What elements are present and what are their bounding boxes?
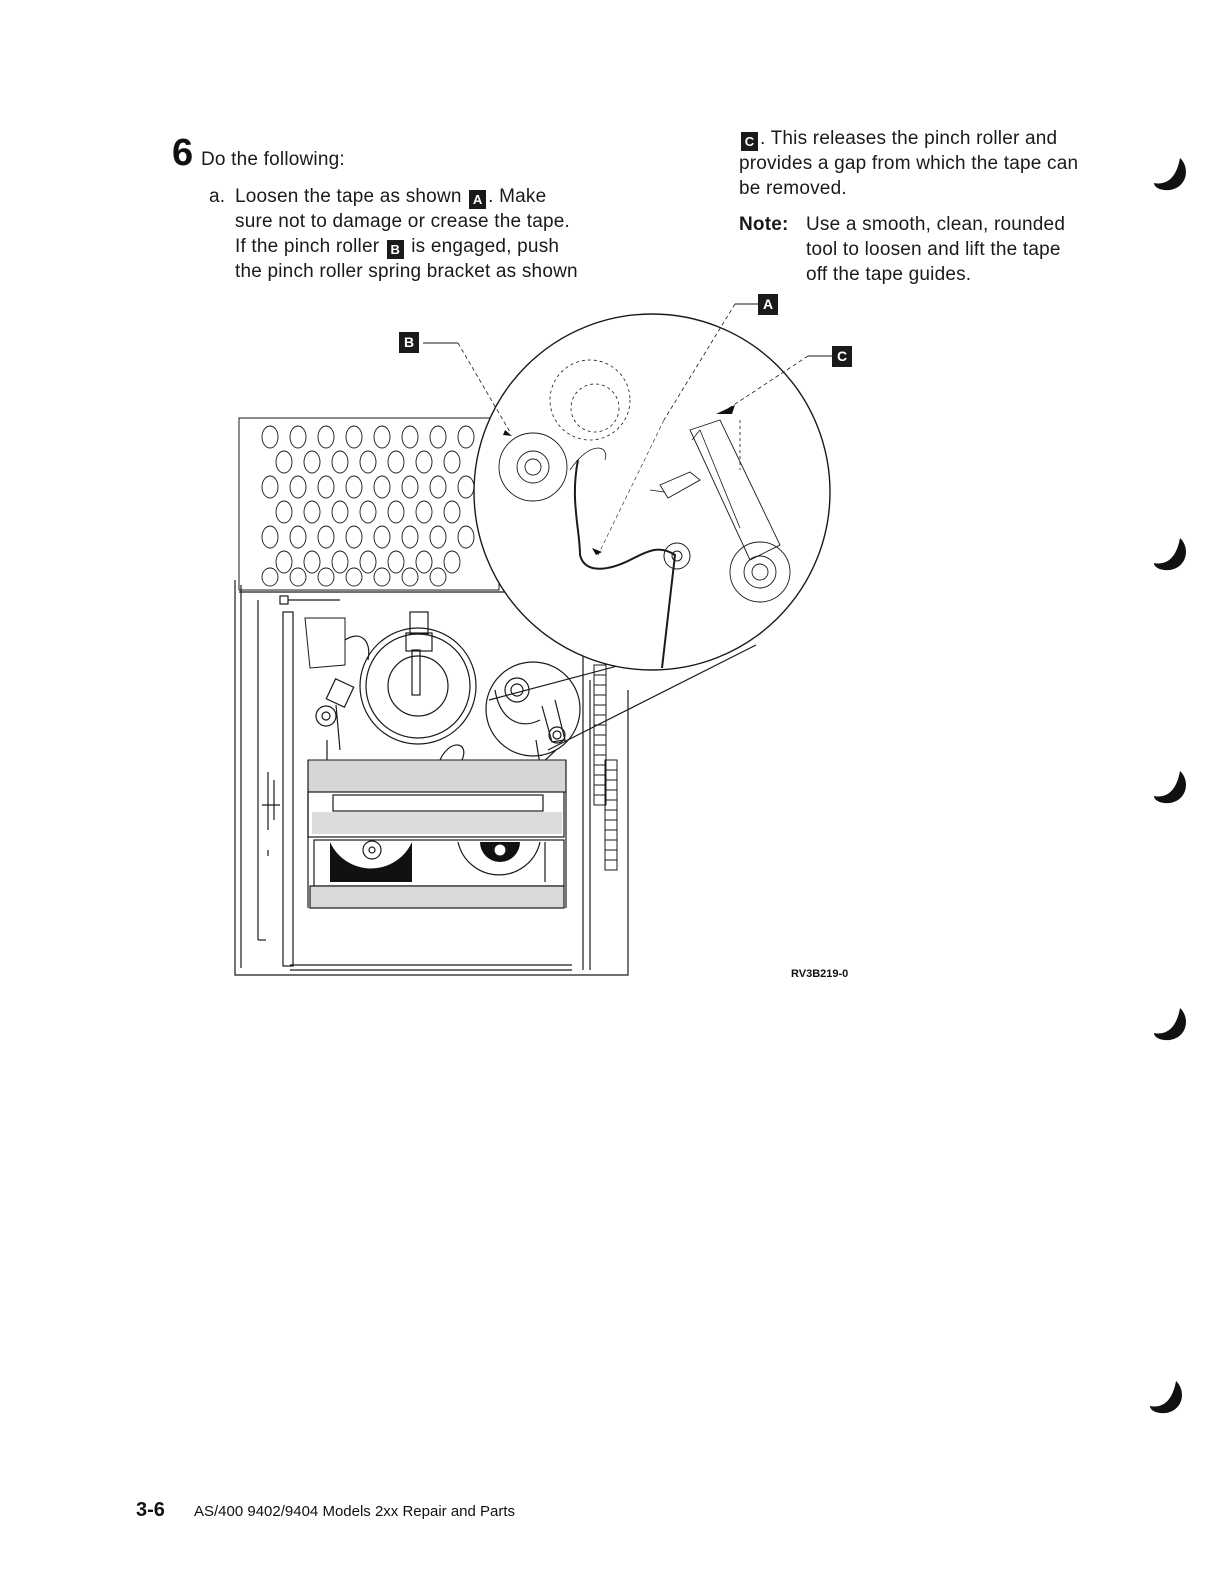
note-label: Note:	[739, 214, 789, 235]
note-line-2: tool to loosen and lift the tape	[806, 239, 1061, 260]
note-line-3: off the tape guides.	[806, 264, 972, 285]
cartridge-reel-left	[330, 841, 412, 882]
cartridge-reel-right	[458, 842, 545, 882]
substep-letter: a.	[209, 186, 226, 207]
substep-line-3-text: If the pinch roller	[235, 236, 380, 257]
continuation-line-1-text: . This releases the pinch roller and	[760, 128, 1058, 149]
binding-hole-icon	[1146, 1378, 1191, 1418]
continuation-line-2: provides a gap from which the tape can	[739, 153, 1079, 174]
figure-label-b: B	[399, 332, 419, 353]
substep-line-3-tail: is engaged, push	[411, 236, 560, 257]
detail-origin-circle	[486, 662, 580, 765]
callout-a: A	[469, 190, 486, 209]
leader-b	[458, 343, 510, 432]
substep-line-4: the pinch roller spring bracket as shown	[235, 261, 578, 282]
callout-b: B	[387, 240, 404, 259]
binding-hole-icon	[1150, 155, 1195, 195]
binding-hole-icon	[1150, 768, 1195, 808]
detail-magnifier	[474, 314, 830, 670]
gear-rack	[594, 665, 617, 870]
footer-title: AS/400 9402/9404 Models 2xx Repair and Parts	[194, 1503, 516, 1520]
callout-c: C	[741, 132, 758, 151]
tape-guide-arm	[316, 636, 464, 762]
perforated-panel	[239, 418, 499, 590]
figure-label-c: C	[832, 346, 852, 367]
figure-label-a: A	[758, 294, 778, 315]
supply-reel	[360, 612, 476, 744]
substep-line-1-text: Loosen the tape as shown	[235, 186, 462, 207]
note-line-1: Use a smooth, clean, rounded	[806, 214, 1066, 235]
tape-cartridge	[308, 760, 566, 908]
step-number: 6	[172, 132, 194, 174]
substep-line-2: sure not to damage or crease the tape.	[235, 211, 571, 232]
figure-id: RV3B219-0	[791, 968, 849, 980]
binding-hole-icon	[1150, 1005, 1195, 1045]
footer-page-number: 3-6	[136, 1499, 165, 1521]
continuation-line-3: be removed.	[739, 178, 847, 199]
substep-line-1-tail: . Make	[488, 186, 547, 207]
step-heading: Do the following:	[201, 149, 345, 170]
binding-hole-icon	[1150, 535, 1195, 575]
